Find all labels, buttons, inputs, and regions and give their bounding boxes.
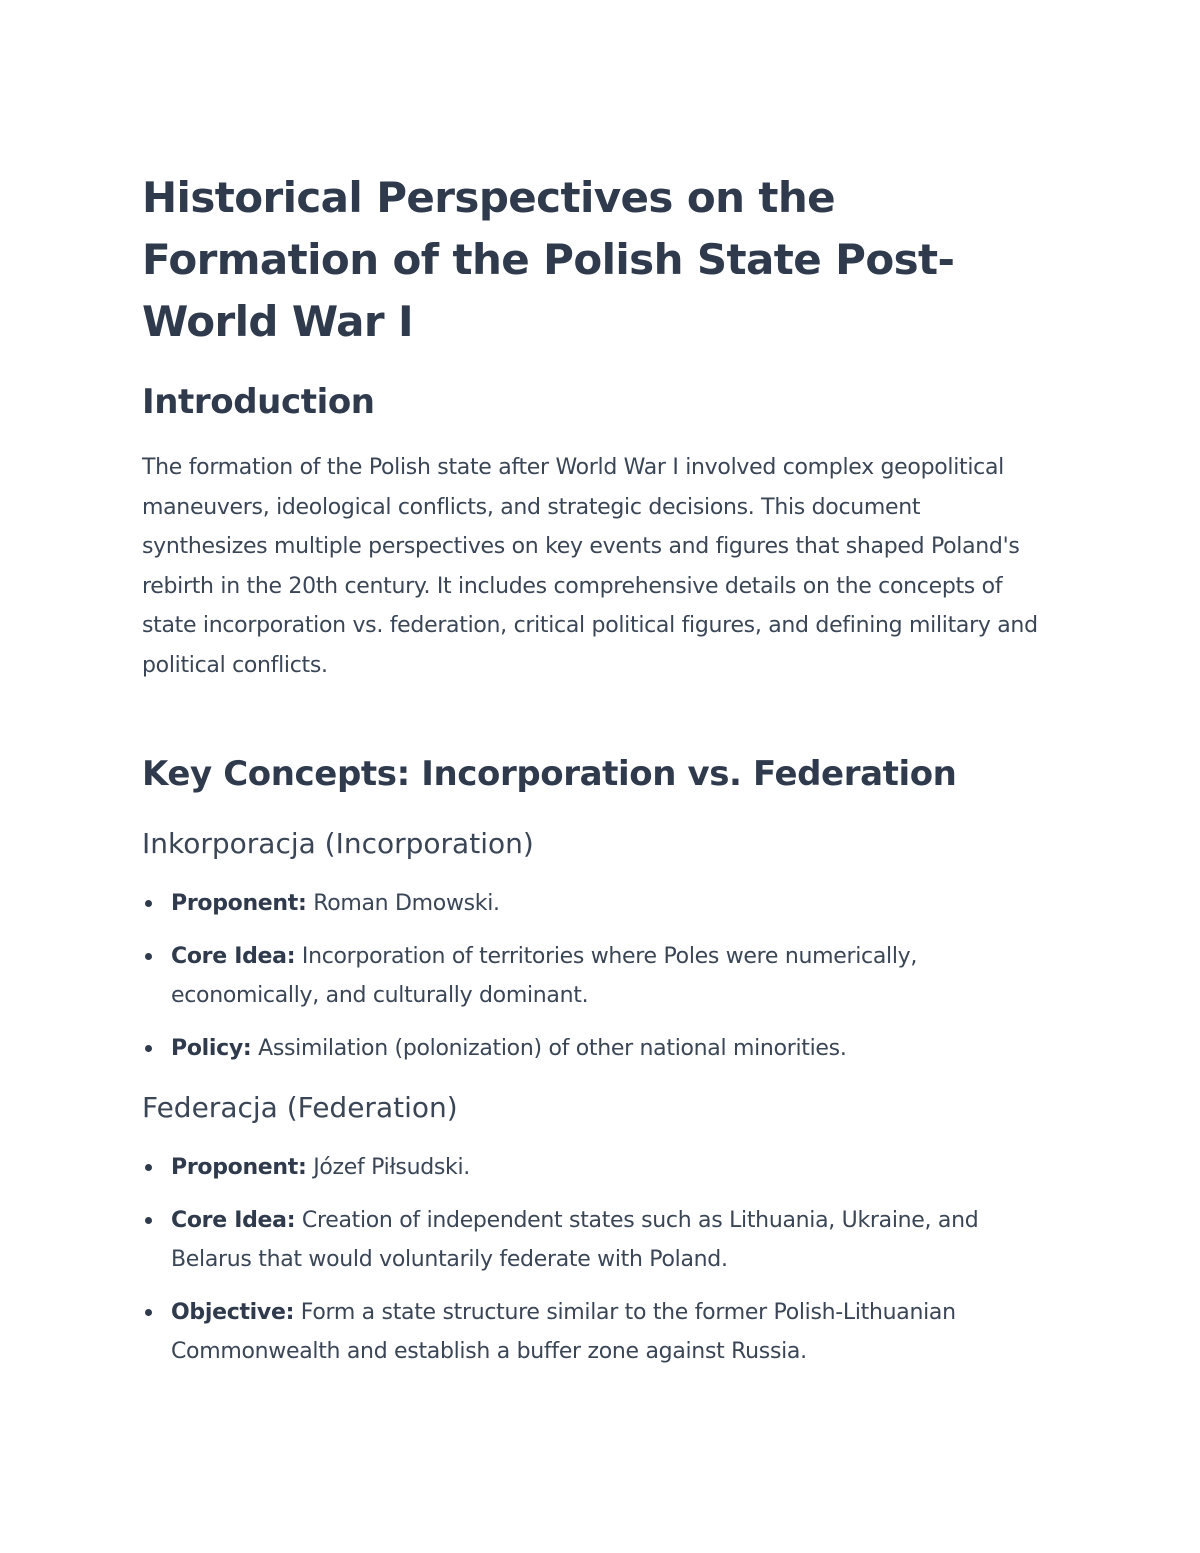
bullet-icon — [145, 1164, 152, 1171]
list-item — [142, 884, 1042, 924]
list-item-term: Proponent: — [171, 891, 307, 916]
incorporation-heading: Inkorporacja (Incorporation) — [142, 827, 534, 860]
list-item — [142, 1148, 1042, 1188]
key-concepts-heading: Key Concepts: Incorporation vs. Federation — [142, 754, 957, 794]
introduction-heading: Introduction — [142, 382, 375, 422]
list-item-text: Form a state structure similar to the former Polish-Lithuanian Commonwealth and establish a buffer zone against Russia. — [171, 1299, 956, 1365]
federation-heading: Federacja (Federation) — [142, 1091, 458, 1124]
bullet-icon — [145, 1309, 152, 1316]
list-item-term: Policy: — [171, 1035, 252, 1061]
list-item — [142, 1201, 1042, 1280]
list-item — [142, 1293, 1042, 1372]
list-item-text: Creation of independent states such as Lithuania, Ukraine, and Belarus that would voluntarily federate with Poland. — [171, 1207, 979, 1273]
list-item-term: Core Idea: — [171, 1207, 296, 1233]
federation-list — [142, 1148, 1042, 1385]
list-item-term: Core Idea: — [171, 943, 296, 969]
list-item — [142, 1029, 1042, 1069]
bullet-icon — [145, 900, 152, 907]
list-item-term: Objective: — [171, 1299, 295, 1325]
bullet-icon — [145, 953, 152, 960]
list-item — [142, 937, 1042, 1016]
list-item-term: Proponent: — [171, 1155, 307, 1180]
document-title: Historical Perspectives on the Formation of the Polish State Post-World War I — [142, 173, 955, 346]
bullet-icon — [145, 1045, 152, 1052]
list-item-text: Assimilation (polonization) of other national minorities. — [251, 1035, 847, 1061]
bullet-icon — [145, 1217, 152, 1224]
list-item-text: Józef Piłsudski. — [306, 1155, 471, 1180]
list-item-text: Incorporation of territories where Poles were numerically, economically, and culturally dominant. — [171, 943, 918, 1009]
introduction-paragraph: The formation of the Polish state after World War I involved complex geopolitical maneuvers, ideological conflicts, and strategic decisions. This document synthesizes multiple perspectives on key events and figures that shaped Poland's rebirth in the 20th century. It includes comprehensive details on the concepts of state incorporation vs. federation, critical political figures, and defining military and political conflicts. — [142, 455, 1038, 678]
list-item-text: Roman Dmowski. — [306, 891, 500, 916]
incorporation-list — [142, 884, 1042, 1081]
